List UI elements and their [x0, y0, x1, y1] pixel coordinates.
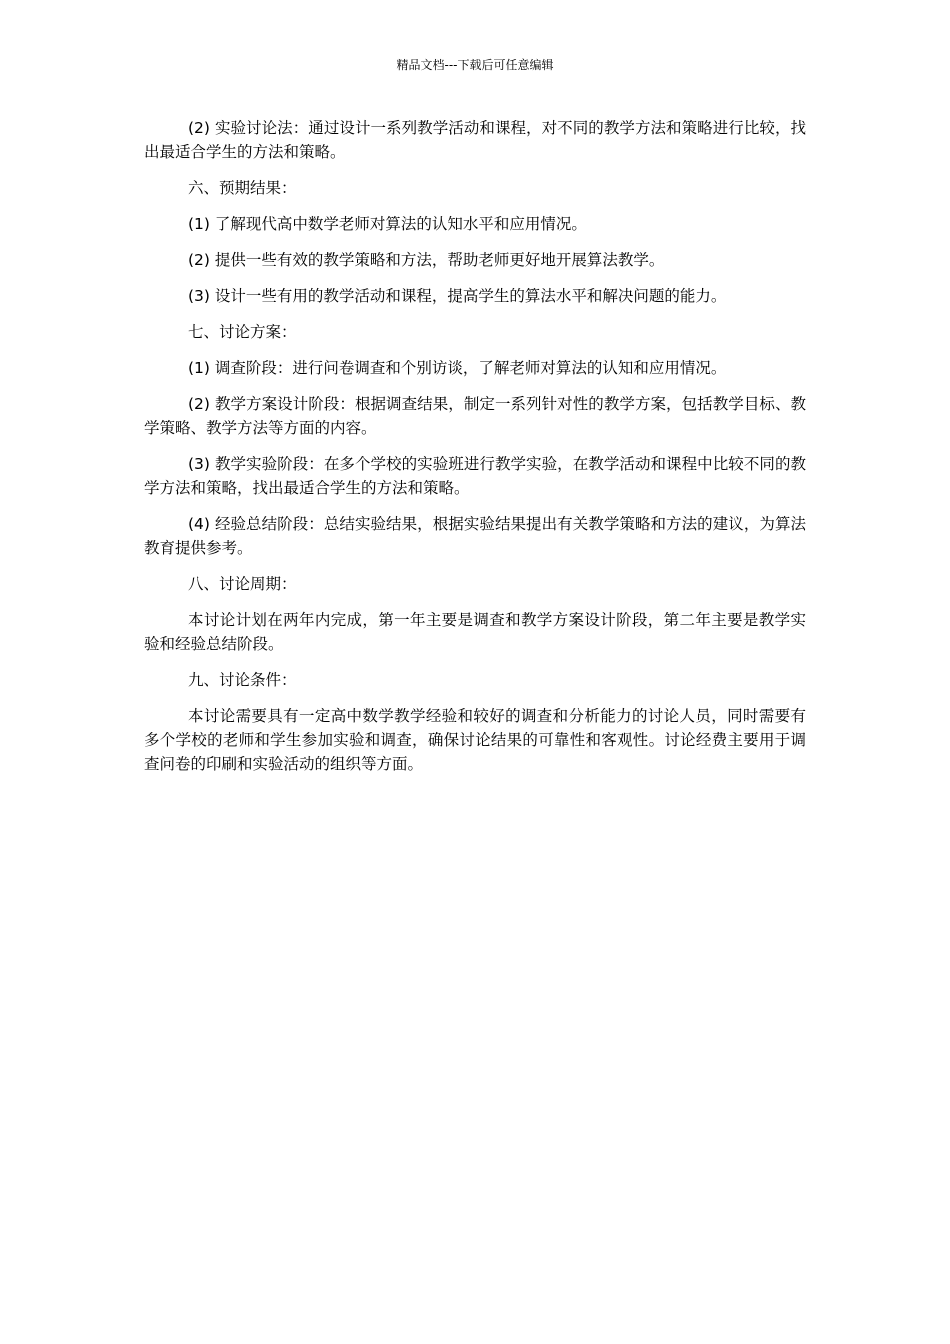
paragraph-result-3: (3) 设计一些有用的教学活动和课程，提高学生的算法水平和解决问题的能力。 [188, 287, 727, 305]
section-heading-period: 八、讨论周期： [188, 575, 297, 593]
section-heading-conditions: 九、讨论条件： [188, 671, 297, 689]
paragraph-plan-2: (2) 教学方案设计阶段：根据调查结果，制定一系列针对性的教学方案，包括教学目标、教学策略、教学方法等方面的内容。 [144, 395, 806, 437]
paragraph-method-experiment: (2) 实验讨论法：通过设计一系列教学活动和课程，对不同的教学方法和策略进行比较，找出最适合学生的方法和策略。 [144, 119, 806, 161]
paragraph-conditions: 本讨论需要具有一定高中数学教学经验和较好的调查和分析能力的讨论人员，同时需要有多个学校的老师和学生参加实验和调查，确保讨论结果的可靠性和客观性。讨论经费主要用于调查问卷的印刷和实验活动的组织等方面。 [144, 707, 806, 773]
section-heading-plan: 七、讨论方案： [188, 323, 297, 341]
paragraph-period: 本讨论计划在两年内完成，第一年主要是调查和教学方案设计阶段，第二年主要是教学实验和经验总结阶段。 [144, 611, 806, 653]
section-heading-expected-results: 六、预期结果： [188, 179, 297, 197]
page-header: 精品文档---下载后可任意编辑 [396, 58, 554, 72]
paragraph-plan-1: (1) 调查阶段：进行问卷调查和个别访谈，了解老师对算法的认知和应用情况。 [188, 359, 727, 377]
paragraph-plan-4: (4) 经验总结阶段：总结实验结果，根据实验结果提出有关教学策略和方法的建议，为算法教育提供参考。 [144, 515, 806, 557]
document-body [144, 116, 806, 788]
paragraph-result-2: (2) 提供一些有效的教学策略和方法，帮助老师更好地开展算法教学。 [188, 251, 665, 269]
paragraph-plan-3: (3) 教学实验阶段：在多个学校的实验班进行教学实验，在教学活动和课程中比较不同的教学方法和策略，找出最适合学生的方法和策略。 [144, 455, 806, 497]
paragraph-result-1: (1) 了解现代高中数学老师对算法的认知水平和应用情况。 [188, 215, 587, 233]
